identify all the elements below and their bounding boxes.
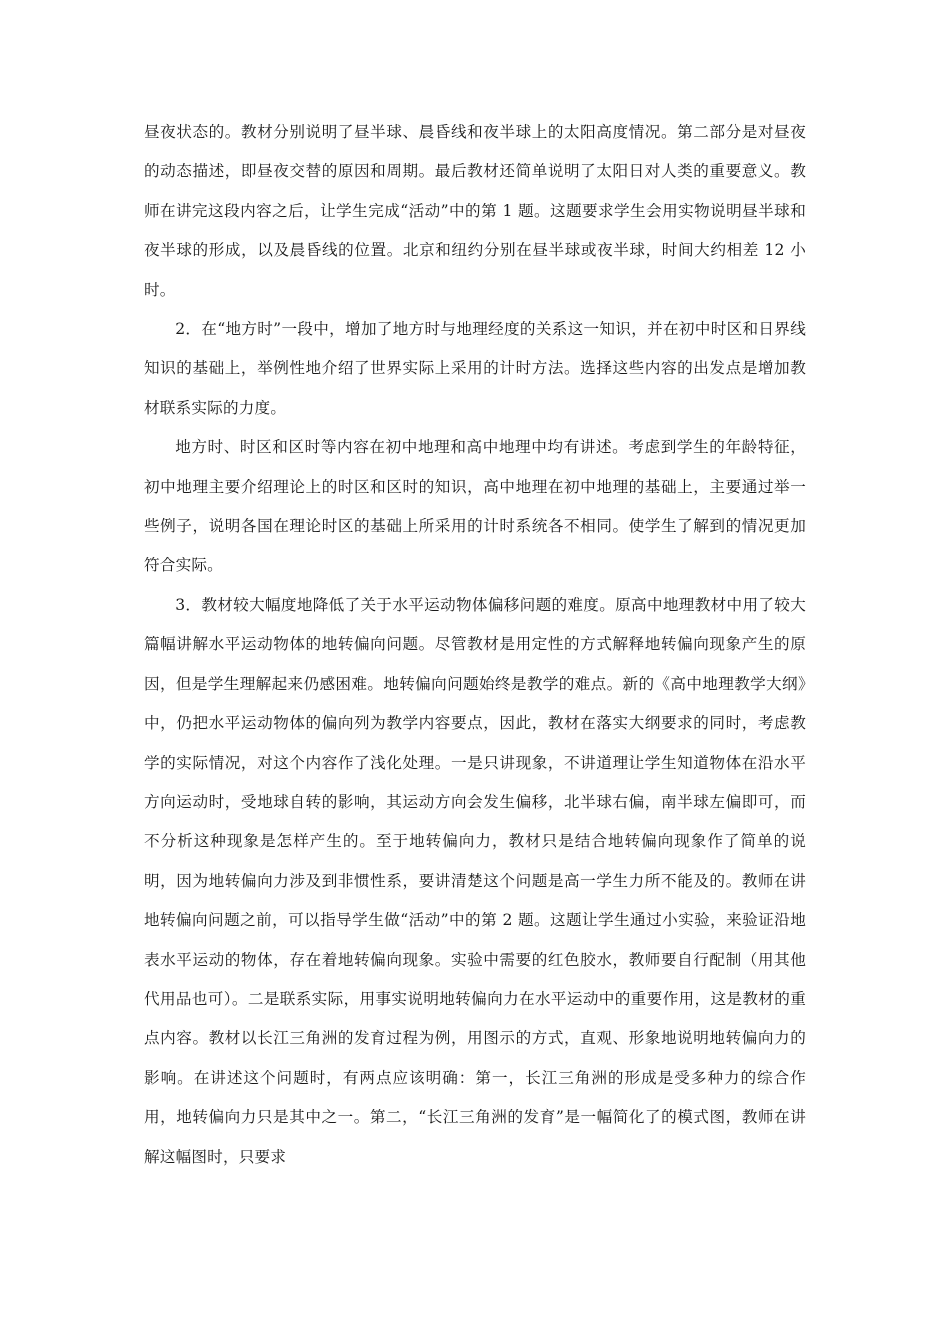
paragraph-1: 昼夜状态的。教材分别说明了昼半球、晨昏线和夜半球上的太阳高度情况。第二部分是对昼夜的动态描述，即昼夜交替的原因和周期。最后教材还简单说明了太阳日对人类的重要意义。教师在讲完这段内容之后，让学生完成“活动”中的第 1 题。这题要求学生会用实物说明昼半球和夜半球的形成，以及晨昏线的位置。北京和纽约分别在昼半球或夜半球，时间大约相差 12 小时。 [144, 123, 806, 299]
paragraph-3: 地方时、时区和区时等内容在初中地理和高中地理中均有讲述。考虑到学生的年龄特征，初中地理主要介绍理论上的时区和区时的知识，高中地理在初中地理的基础上，主要通过举一些例子，说明各国在理论时区的基础上所采用的计时系统各不相同。使学生了解到的情况更加符合实际。 [144, 438, 806, 575]
document-body [144, 113, 806, 1177]
paragraph-2: 2．在“地方时”一段中，增加了地方时与地理经度的关系这一知识，并在初中时区和日界线知识的基础上，举例性地介绍了世界实际上采用的计时方法。选择这些内容的出发点是增加教材联系实际的力度。 [144, 320, 806, 417]
paragraph-4: 3．教材较大幅度地降低了关于水平运动物体偏移问题的难度。原高中地理教材中用了较大篇幅讲解水平运动物体的地转偏向问题。尽管教材是用定性的方式解释地转偏向现象产生的原因，但是学生理解起来仍感困难。地转偏向问题始终是教学的难点。新的《高中地理教学大纲》中，仍把水平运动物体的偏向列为教学内容要点，因此，教材在落实大纲要求的同时，考虑教学的实际情况，对这个内容作了浅化处理。一是只讲现象，不讲道理让学生知道物体在沿水平方向运动时，受地球自转的影响，其运动方向会发生偏移，北半球右偏，南半球左偏即可，而不分析这种现象是怎样产生的。至于地转偏向力，教材只是结合地转偏向现象作了简单的说明，因为地转偏向力涉及到非惯性系，要讲清楚这个问题是高一学生力所不能及的。教师在讲地转偏向问题之前，可以指导学生做“活动”中的第 2 题。这题让学生通过小实验，来验证沿地表水平运动的物体，存在着地转偏向现象。实验中需要的红色胶水，教师要自行配制（用其他代用品也可）。二是联系实际，用事实说明地转偏向力在水平运动中的重要作用，这是教材的重点内容。教材以长江三角洲的发育过程为例，用图示的方式，直观、形象地说明地转偏向力的影响。在讲述这个问题时，有两点应该明确：第一，长江三角洲的形成是受多种力的综合作用，地转偏向力只是其中之一。第二，“长江三角洲的发育”是一幅简化了的模式图，教师在讲解这幅图时，只要求 [144, 595, 806, 1166]
